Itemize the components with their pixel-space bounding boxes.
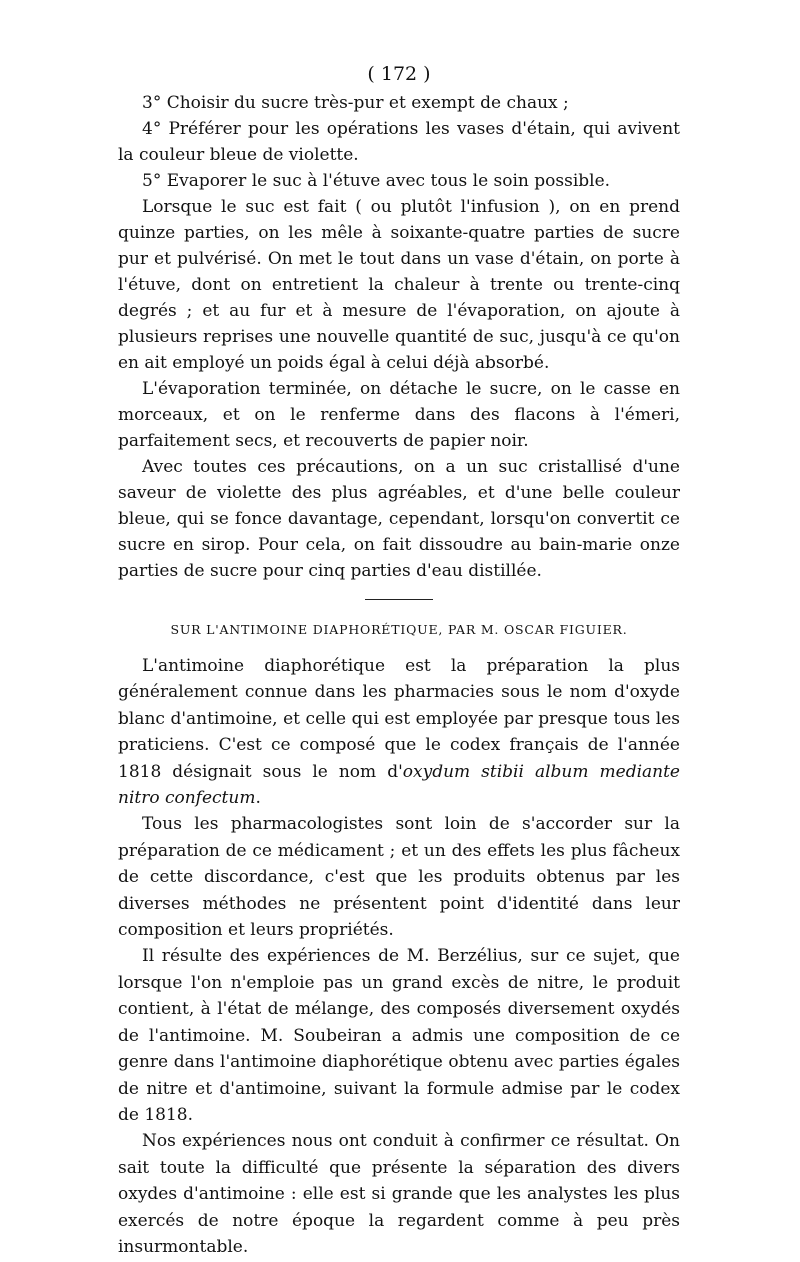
latin-name: oxydum stibii album mediante nitro confectum [118, 761, 680, 809]
violet-syrup-section [118, 90, 680, 584]
section-divider [365, 599, 433, 600]
page-number: ( 172 ) [367, 63, 431, 85]
antimony-section [118, 653, 680, 1260]
paragraph-pharmacologists: Tous les pharmacologistes sont loin de s'accorder sur la préparation de ce médicament ; et un des effets les plus fâcheux de cette discordance, c'est que les produits obtenus par les diverses méthodes ne présentent point d'identité dans leur composition et leurs propriétés. [118, 814, 680, 941]
intro-text: L'antimoine diaphorétique est la préparation la plus généralement connue dans les pharmacies sous le nom d'oxyde blanc d'antimoine, et celle qui est employée par presque tous les praticiens. C'est ce composé que le codex français de l'année 1818 désignait sous le nom d' [118, 656, 680, 782]
paragraph-intro [118, 653, 680, 811]
book-page [118, 60, 680, 1260]
list-item-5: 5° Evaporer le suc à l'étuve avec tous le soin possible. [142, 171, 611, 191]
paragraph-result: Avec toutes ces précautions, on a un suc cristallisé d'une saveur de violette des plus agréables, et d'une belle couleur bleue, qui se fonce davantage, cependant, lorsqu'on convertit ce sucre en sirop. Pour cela, on fait dissoudre au bain-marie onze parties de sucre pour cinq parties d'eau distillée. [118, 457, 680, 581]
list-item-3: 3° Choisir du sucre très-pur et exempt de chaux ; [142, 93, 569, 113]
article-heading: SUR L'ANTIMOINE DIAPHORÉTIQUE, PAR M. OSCAR FIGUIER. [170, 622, 628, 637]
paragraph-storage: L'évaporation terminée, on détache le sucre, on le casse en morceaux, et on le renferme dans des flacons à l'émeri, parfaitement secs, et recouverts de papier noir. [118, 379, 680, 451]
list-item-4: 4° Préférer pour les opérations les vases d'étain, qui avivent la couleur bleue de violette. [118, 119, 680, 165]
paragraph-experiences: Nos expériences nous ont conduit à confirmer ce résultat. On sait toute la difficulté que présente la séparation des divers oxydes d'antimoine : elle est si grande que les analystes les plus exercés de notre époque la regardent comme à peu près insurmontable. [118, 1131, 680, 1257]
paragraph-berzelius: Il résulte des expériences de M. Berzélius, sur ce sujet, que lorsque l'on n'emploie pas un grand excès de nitre, le produit contient, à l'état de mélange, des composés diversement oxydés de l'antimoine. M. Soubeiran a admis une composition de ce genre dans l'antimoine diaphorétique obtenu avec parties égales de nitre et d'antimoine, suivant la formule admise par le codex de 1818. [118, 946, 680, 1125]
paragraph-preparation: Lorsque le suc est fait ( ou plutôt l'infusion ), on en prend quinze parties, on les mêle à soixante-quatre parties de sucre pur et pulvérisé. On met le tout dans un vase d'étain, on porte à l'étuve, dont on entretient la chaleur à trente ou trente-cinq degrés ; et au fur et à mesure de l'évaporation, on ajoute à plusieurs reprises une nouvelle quantité de suc, jusqu'à ce qu'on en ait employé un poids égal à celui déjà absorbé. [118, 197, 680, 373]
intro-end: . [255, 788, 261, 809]
